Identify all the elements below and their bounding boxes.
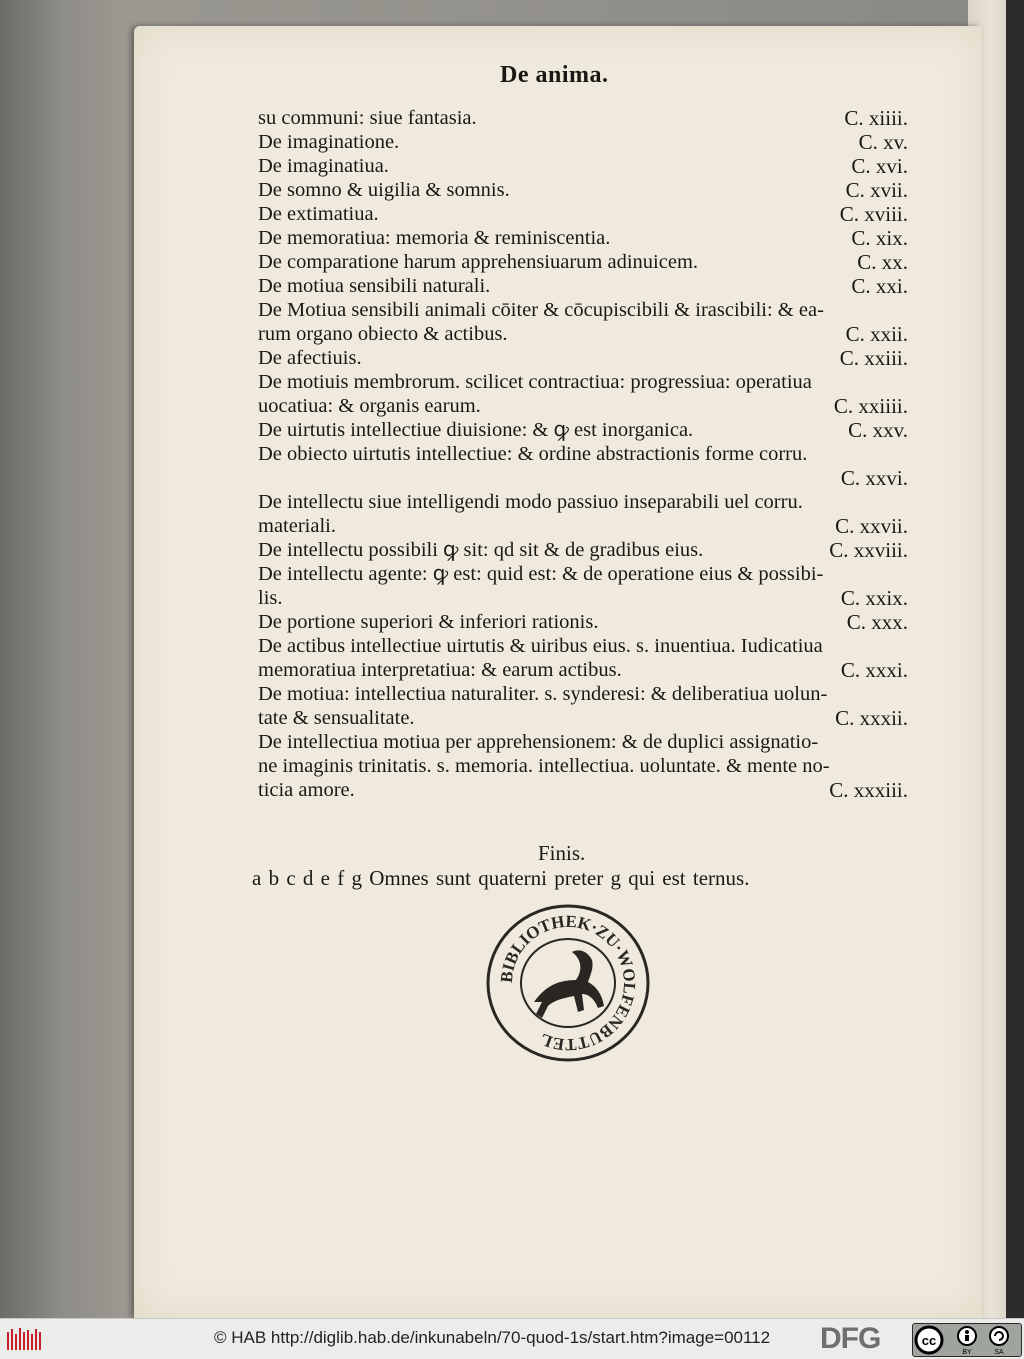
toc-entry [258,682,908,730]
toc-entry [258,178,908,202]
chapter-number: C. xxix. [840,586,908,610]
toc-entry [258,610,908,634]
toc-entry-text: De Motiua sensibili animali cōiter & cōcupiscibili & irascibili: & ea- [258,299,824,321]
svg-text:cc: cc [921,1333,937,1348]
toc-entry [258,634,908,682]
binding-shadow [1006,0,1024,1318]
toc-entry-text: De intellectu agente: ꝙ est: quid est: & de operatione eius & possibi- [258,563,824,585]
toc-entry-text: De imaginatiua. [258,155,389,177]
toc-entry-text: De actibus intellectiue uirtutis & uiribus eius. s. inuentiua. Iudicatiua [258,635,823,657]
running-head: De anima. [500,62,609,88]
toc-entry-text: De motiuis membrorum. scilicet contractiua: progressiua: operatiua [258,371,812,393]
toc-entry [258,418,908,442]
footer-bar [0,1318,1024,1359]
toc-entry-text: De intellectu siue intelligendi modo passiuo inseparabili uel corru. [258,491,803,513]
toc-entry-text: De somno & uigilia & somnis. [258,179,510,201]
cc-license-badge[interactable] [912,1323,1022,1357]
toc-entry [258,442,908,490]
signature-register: a b c d e f g Omnes sunt quaterni preter g qui est ternus. [252,866,750,890]
toc-entry [258,250,908,274]
library-stamp [484,902,652,1064]
toc-entry [258,490,908,538]
chapter-number: C. xxxi. [840,658,908,682]
chapter-number: C. xvii. [845,178,908,202]
toc-entry-text: su communi: siue fantasia. [258,107,477,129]
toc-entry [258,226,908,250]
chapter-number: C. xvi. [851,154,908,178]
toc-entry [258,274,908,298]
toc-entry-text: De obiecto uirtutis intellectiue: & ordine abstractionis forme corru. [258,443,808,465]
toc-entry-text [258,466,908,490]
sa-icon [990,1327,1008,1345]
toc-entry [258,346,908,370]
chapter-number: C. xxv. [848,418,908,442]
stamp-text: BIBLIOTHEK·ZU·WOLFENBUTTEL [496,911,640,1055]
chapter-number: C. xv. [858,130,908,154]
table-of-contents [258,106,908,802]
toc-entry-text: De imaginatione. [258,131,400,153]
toc-entry-text: De portione superiori & inferiori rationis. [258,611,599,633]
horse-icon [534,950,604,1018]
finis-label: Finis. [538,841,586,865]
chapter-number: C. xxviii. [829,538,908,562]
toc-entry-text: De intellectiua motiua per apprehensionem: & de duplici assignatio- [258,731,819,753]
chapter-number: C. xxvii. [835,514,908,538]
toc-entry-text: ticia amore. [258,779,355,801]
toc-entry-text: lis. [258,587,283,609]
toc-entry [258,538,908,562]
toc-entry-text: tate & sensualitate. [258,707,415,729]
by-label: BY [962,1349,972,1356]
toc-entry [258,154,908,178]
toc-entry-text: ne imaginis trinitatis. s. memoria. intellectiua. uoluntate. & mente no- [258,755,830,777]
chapter-number: C. xx. [857,250,908,274]
toc-entry-text: De afectiuis. [258,347,362,369]
sa-label: SA [994,1349,1004,1356]
permalink[interactable]: © HAB http://diglib.hab.de/inkunabeln/70-quod-1s/start.htm?image=00112 [214,1328,771,1347]
toc-entry-text: De memoratiua: memoria & reminiscentia. [258,227,611,249]
toc-entry [258,370,908,418]
toc-entry-text: De motiua: intellectiua naturaliter. s. synderesi: & deliberatiua uolun- [258,683,828,705]
chapter-number: C. xxiiii. [833,394,908,418]
toc-entry-text: De motiua sensibili naturali. [258,275,491,297]
chapter-number: C. xxi. [851,274,908,298]
chapter-number: C. xix. [851,226,908,250]
toc-entry-text: memoratiua interpretatiua: & earum actibus. [258,659,622,681]
toc-entry [258,730,908,802]
chapter-number: C. xiiii. [844,106,908,130]
toc-entry-text: De uirtutis intellectiue diuisione: & ꝙ est inorganica. [258,419,694,441]
toc-entry-text: uocatiua: & organis earum. [258,395,481,417]
toc-entry [258,298,908,346]
toc-entry-text: De extimatiua. [258,203,379,225]
toc-entry-text: De intellectu possibili ꝙ sit: qd sit & de gradibus eius. [258,539,704,561]
chapter-number: C. xxx. [846,610,908,634]
toc-entry [258,562,908,610]
chapter-number: C. xxxii. [835,706,908,730]
toc-entry [258,202,908,226]
toc-entry [258,106,908,130]
toc-entry-text: materiali. [258,515,336,537]
chapter-number: C. xxii. [845,322,908,346]
toc-entry [258,130,908,154]
chapter-number: C. xxxiii. [829,778,908,802]
chapter-number: C. xviii. [839,202,908,226]
dfg-logo[interactable]: DFG [820,1322,881,1355]
chapter-number: C. xxiii. [839,346,908,370]
hab-logo-icon[interactable] [6,1326,46,1352]
chapter-number: C. xxvi. [840,466,908,490]
toc-entry-text: rum organo obiecto & actibus. [258,323,508,345]
toc-entry-text: De comparatione harum apprehensiuarum adinuicem. [258,251,699,273]
